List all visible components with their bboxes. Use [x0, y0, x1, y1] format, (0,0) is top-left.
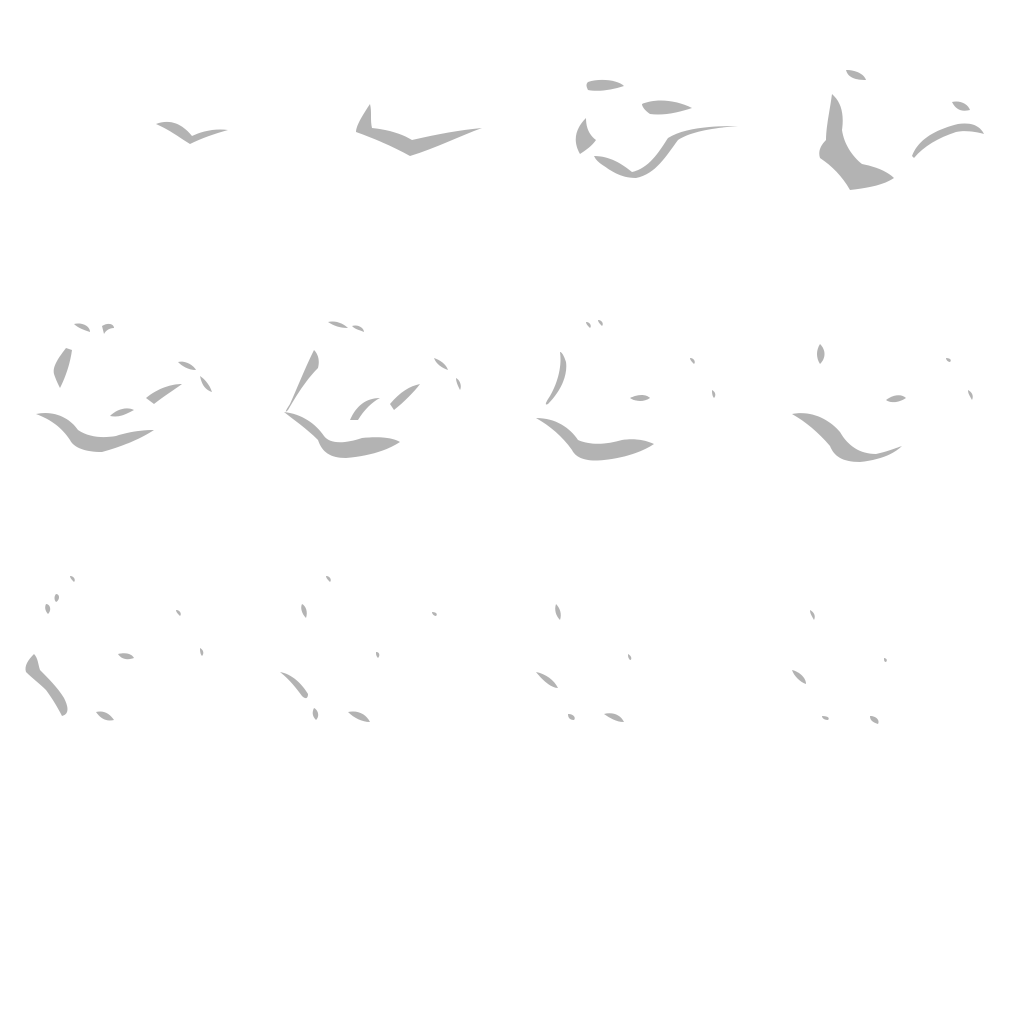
- dust-particle: [886, 395, 906, 402]
- dust-particle: [587, 80, 625, 91]
- dust-particle: [817, 344, 825, 364]
- dust-particle: [102, 324, 114, 334]
- frame-4: [819, 70, 984, 190]
- dust-particle: [110, 408, 134, 416]
- dust-particle: [568, 714, 575, 720]
- dust-particle: [286, 350, 319, 412]
- dust-particle: [432, 612, 437, 616]
- dust-particle: [536, 418, 654, 461]
- dust-particle: [690, 358, 695, 364]
- dust-particle: [628, 654, 631, 660]
- dust-particle: [456, 378, 461, 390]
- dust-particle: [586, 322, 591, 328]
- frame-12: [792, 610, 887, 724]
- dust-particle: [328, 321, 348, 328]
- frame-10: [280, 576, 437, 722]
- dust-particle: [884, 658, 887, 662]
- dust-particle: [642, 101, 692, 115]
- dust-particle: [604, 713, 624, 722]
- dust-particle: [810, 610, 815, 620]
- dust-particle: [350, 398, 380, 420]
- dust-particle: [846, 70, 866, 80]
- dust-particle: [630, 395, 650, 401]
- dust-particle: [280, 672, 308, 698]
- frame-9: [25, 576, 203, 721]
- dust-particle: [712, 390, 715, 398]
- dust-particle: [546, 352, 566, 405]
- dust-particle: [819, 94, 894, 190]
- dust-particle: [555, 604, 561, 620]
- dust-particle: [200, 376, 212, 392]
- dust-particle: [118, 653, 134, 659]
- dust-particle: [25, 654, 67, 716]
- dust-particle: [576, 118, 596, 154]
- dust-particle: [313, 708, 318, 720]
- dust-particle: [594, 126, 738, 178]
- dust-particle: [968, 390, 973, 400]
- dust-particle: [598, 320, 603, 326]
- frame-3: [576, 80, 738, 178]
- frame-11: [536, 604, 631, 722]
- dust-particle: [284, 412, 400, 458]
- dust-particle: [55, 594, 60, 602]
- dust-particle: [912, 123, 984, 158]
- frame-6: [284, 321, 461, 458]
- dust-particle: [326, 576, 331, 582]
- dust-particle: [36, 413, 154, 452]
- dust-particle: [870, 716, 879, 724]
- dust-particle: [792, 670, 806, 684]
- dust-particle: [200, 648, 203, 656]
- dust-particle: [822, 716, 829, 720]
- dust-particle: [376, 652, 379, 658]
- dust-particle: [792, 413, 902, 462]
- dust-particle: [45, 604, 50, 614]
- frame-5: [36, 323, 212, 452]
- dust-particle: [356, 104, 482, 156]
- dust-particle: [390, 384, 420, 410]
- dust-particle: [54, 348, 72, 388]
- dust-particle: [156, 122, 228, 144]
- frame-8: [792, 344, 973, 462]
- dust-particle: [178, 362, 196, 370]
- frame-7: [536, 320, 715, 461]
- dust-particle: [301, 604, 307, 618]
- dust-particle: [70, 576, 75, 582]
- dust-particle: [74, 323, 90, 332]
- frame-1: [156, 122, 228, 144]
- dust-particle: [434, 358, 448, 370]
- dust-particle: [146, 384, 182, 404]
- dust-particle: [352, 325, 364, 332]
- dust-particle: [952, 101, 970, 110]
- dust-particle: [946, 358, 951, 362]
- dust-particle: [536, 672, 558, 688]
- dust-particle: [96, 711, 114, 720]
- dust-particle: [348, 711, 370, 722]
- frame-2: [356, 104, 482, 156]
- dust-particle: [176, 610, 181, 616]
